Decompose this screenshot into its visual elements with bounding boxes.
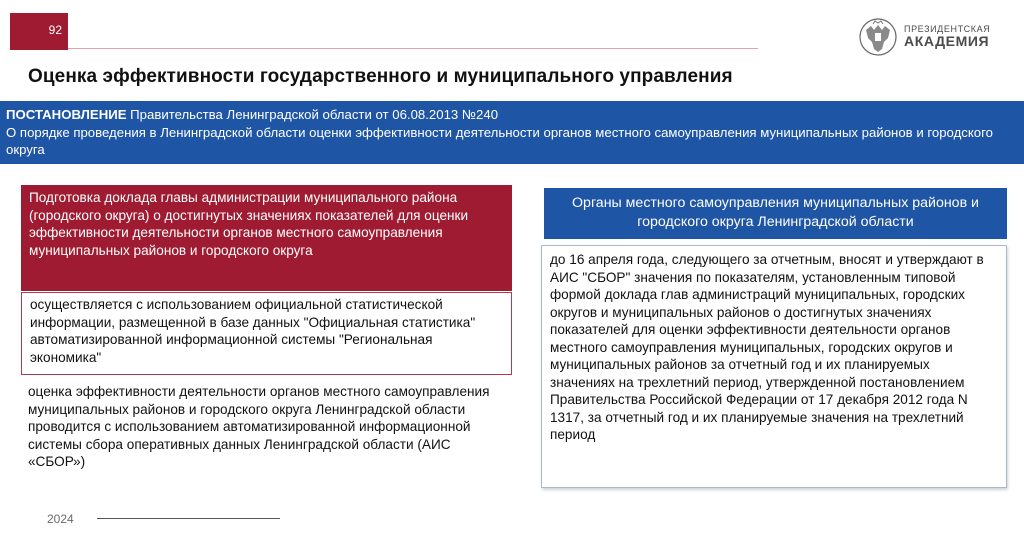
local-government-bodies-box: Органы местного самоуправления муниципальных районов и городского округа Ленинградской области: [544, 188, 1007, 239]
page-title: Оценка эффективности государственного и муниципального управления: [28, 66, 733, 87]
slide-number-badge: [10, 13, 68, 50]
decree-reference: Правительства Ленинградской области от 06.08.2013 №240: [126, 107, 499, 122]
footer-divider: [97, 518, 280, 519]
header-divider: [68, 48, 758, 49]
assessment-system-text: оценка эффективности деятельности органов местного самоуправления муниципальных районов и городского округа Ленинградской области проводится с использованием автоматизированной информационной системы сбора оперативных данных Ленинградской области (АИС «СБОР»): [28, 384, 490, 469]
double-headed-eagle-icon: [858, 16, 898, 58]
logo-text: [904, 25, 990, 49]
decree-label: ПОСТАНОВЛЕНИЕ: [6, 107, 127, 122]
decree-heading: [6, 106, 1014, 124]
statistics-source-box: осуществляется с использованием официальной статистической информации, размещенной в базе данных "Официальная статистика" автоматизированной информационной системы "Региональная экономика": [21, 292, 512, 375]
decree-subject: О порядке проведения в Ленинградской области оценки эффективности деятельности органов местного самоуправления муниципальных районов и городского округа: [6, 124, 993, 157]
logo-line-2: АКАДЕМИЯ: [904, 33, 990, 50]
report-preparation-box: Подготовка доклада главы администрации муниципального района (городского округа) о достигнутых значениях показателей для оценки эффективности деятельности органов местного самоуправления муниципальных районов и городского округа: [21, 185, 512, 291]
deadline-requirements-box: до 16 апреля года, следующего за отчетным, вносят и утверждают в АИС "СБОР" значения по показателям, установленным типовой формой доклада глав администраций муниципальных, городских округов и муниципальных районов о достигнутых значениях показателей для оценки эффективности деятельности органов местного самоуправления муниципальных, городских округов и муниципальных районов за отчетный год и их планируемых значениях на трехлетний период, утвержденной постановлением Правительства Российской Федерации от 17 декабря 2012 года N 1317, за отчетный год и их планируемые значения на трехлетний период: [541, 245, 1007, 488]
logo-line-1: ПРЕЗИДЕНТСКАЯ: [904, 23, 991, 34]
decree-banner: [0, 101, 1024, 164]
slide-number: 92: [48, 23, 62, 37]
academy-logo: [858, 16, 998, 58]
footer-year: 2024: [47, 512, 74, 526]
